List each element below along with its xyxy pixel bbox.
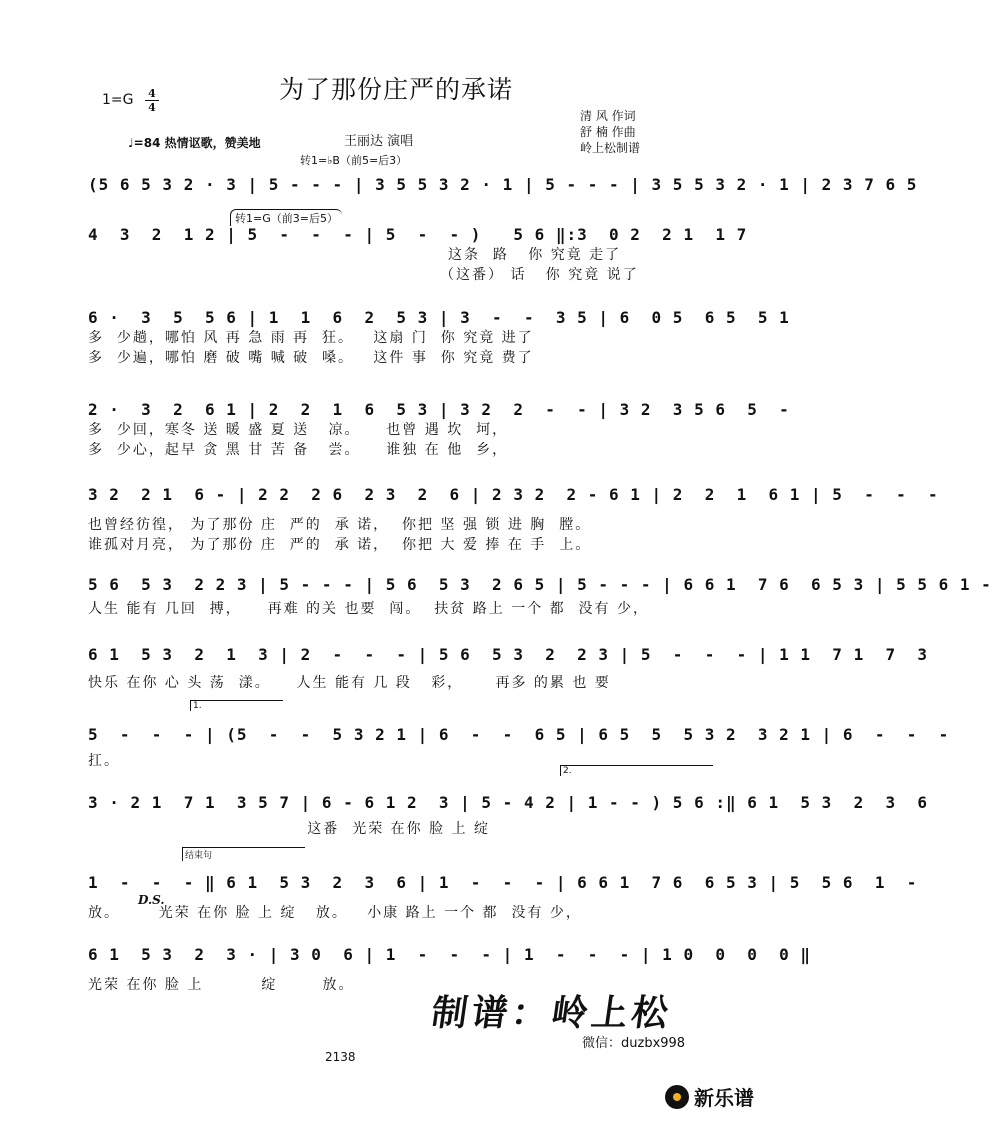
- lyric-line-1: 放。 光荣 在你 脸 上 绽 放。 小康 路上 一个 都 没有 少，: [88, 905, 582, 921]
- notation-line: 6 1 5 3 2 1 3 | 2 - - - | 5 6 5 3 2 2 3 | 5 - - - | 1 1 7 1 7 3: [88, 645, 928, 664]
- page-number: 2138: [325, 1050, 356, 1064]
- transcriber-credit: 岭上松制谱: [580, 141, 641, 155]
- time-signature: [145, 88, 159, 113]
- record-disc-icon: [665, 1085, 689, 1109]
- lyric-line-2: 多 少遍，哪怕 磨 破 嘴 喊 破 嗓。 这件 事 你 究竟 费了: [88, 350, 534, 366]
- composer-credit: 舒 楠 作曲: [580, 125, 636, 139]
- notation-line: 6 1 5 3 2 3 · | 3 0 6 | 1 - - - | 1 - - - | 1 0 0 0 0 ‖: [88, 945, 812, 964]
- score-system-5: [88, 485, 939, 554]
- dal-segno-marking: D.S.: [138, 893, 165, 907]
- tempo-marking: ♩=84 热情讴歌，赞美地: [128, 136, 261, 150]
- notation-line: 1 - - - ‖ 6 1 5 3 2 3 6 | 1 - - - | 6 6 1 7 6 6 5 3 | 5 5 6 1 -: [88, 873, 918, 892]
- score-system-1: [88, 175, 918, 194]
- transcriber-signature: 制谱：岭上松: [428, 992, 675, 1034]
- lyric-line-1: 也曾经彷徨， 为了那份 庄 严的 承 诺， 你把 坚 强 锁 进 胸 膛。: [88, 517, 592, 533]
- lyric-line-1: 快乐 在你 心 头 荡 漾。 人生 能有 几 段 彩， 再多 的累 也 要: [88, 675, 611, 691]
- lyric-line-2: 谁孤对月亮， 为了那份 庄 严的 承 诺， 你把 大 爱 捧 在 手 上。: [88, 537, 592, 553]
- lyric-line-1: 多 少趟，哪怕 风 再 急 雨 再 狂。 这扇 门 你 究竟 进了: [88, 330, 534, 346]
- lyricist-credit: 清 风 作词: [580, 109, 636, 123]
- notation-line: 4 3 2 1 2 | 5 - - - | 5 - - ) 5 6 ‖:3 0 2 2 1 1 7: [88, 225, 748, 244]
- meter-bottom: 4: [148, 101, 156, 114]
- notation-line: 6 · 3 5 5 6 | 1 1 6 2 5 3 | 3 - - 3 5 | 6 0 5 6 5 5 1: [88, 308, 790, 327]
- lyric-line-1: 这条 路 你 究竟 走了: [448, 247, 622, 263]
- site-logo: [665, 1082, 754, 1111]
- credits: [580, 108, 640, 156]
- lyric-line-1: 光荣 在你 脸 上 绽 放。: [88, 977, 355, 993]
- notation-line: 3 · 2 1 7 1 3 5 7 | 6 - 6 1 2 3 | 5 - 4 2 | 1 - - ) 5 6 :‖ 6 1 5 3 2 3 6: [88, 793, 928, 812]
- second-ending-bracket: 2.: [560, 765, 713, 776]
- lyric-line-1: 多 少回，寒冬 送 暖 盛 夏 送 凉。 也曾 遇 坎 坷，: [88, 422, 509, 438]
- notation-line: 2 · 3 2 6 1 | 2 2 1 6 5 3 | 3 2 2 - - | 3 2 3 5 6 5 -: [88, 400, 790, 419]
- score-system-6: [88, 575, 992, 618]
- notation-line: 3 2 2 1 6 - | 2 2 2 6 2 3 2 6 | 2 3 2 2 - 6 1 | 2 2 1 6 1 | 5 - - -: [88, 485, 939, 504]
- score-system-9: [88, 793, 928, 838]
- first-ending-bracket: 1.: [190, 700, 283, 711]
- score-system-10: [88, 873, 918, 922]
- logo-text: 新乐谱: [694, 1086, 754, 1110]
- lyric-line-1: 这番 光荣 在你 脸 上 绽: [88, 821, 491, 837]
- ending-section-label: 结束句: [182, 847, 305, 861]
- notation-line: 5 - - - | (5 - - 5 3 2 1 | 6 - - 6 5 | 6 5 5 5 3 2 3 2 1 | 6 - - -: [88, 725, 950, 744]
- lyric-line-2: （这番） 话 你 究竟 说了: [440, 267, 639, 283]
- singer-credit: 王丽达 演唱: [344, 134, 414, 149]
- score-system-4: [88, 400, 790, 459]
- wechat-contact: 微信：duzbx998: [582, 1036, 686, 1051]
- notation-line: 5 6 5 3 2 2 3 | 5 - - - | 5 6 5 3 2 6 5 | 5 - - - | 6 6 1 7 6 6 5 3 | 5 5 6 1 -: [88, 575, 992, 594]
- lyric-line-1: 人生 能有 几回 搏， 再难 的关 也要 闯。 扶贫 路上 一个 都 没有 少，: [88, 601, 650, 617]
- meter-top: 4: [148, 87, 156, 100]
- key-signature: 1=G: [102, 92, 134, 108]
- score-system-8: [88, 725, 950, 770]
- key-change-1: 转1=♭B（前5=后3）: [300, 154, 408, 167]
- lyric-line-2: 多 少心，起早 贪 黑 甘 苦 备 尝。 谁独 在 他 乡，: [88, 442, 509, 458]
- score-system-3: [88, 308, 790, 367]
- song-title: 为了那份庄严的承诺: [278, 75, 513, 104]
- key-change-2: 转1=G（前3=后5）: [230, 209, 342, 226]
- score-system-7: [88, 645, 928, 692]
- notation-line: (5 6 5 3 2 · 3 | 5 - - - | 3 5 5 3 2 · 1 | 5 - - - | 3 5 5 3 2 · 1 | 2 3 7 6 5: [88, 175, 918, 194]
- score-system-2: [88, 225, 748, 284]
- lyric-line-1: 扛。: [88, 753, 120, 769]
